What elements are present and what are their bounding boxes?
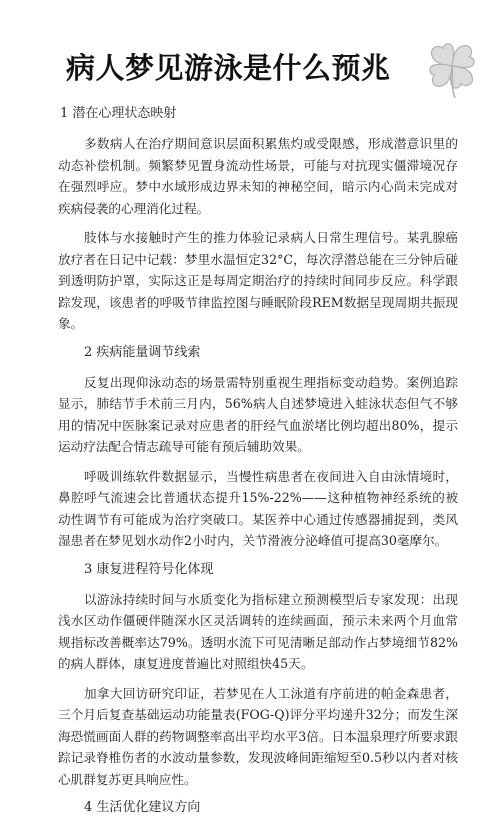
paragraph: 呼吸训练软件数据显示，当慢性病患者在夜间进入自由泳情境时，鼻腔呼气流速会比普通状态提升15%-22%——这种植物神经系统的被动性调节有可能成为治疗突破口。某医养中心通过传感器捕捉到，类风湿患者在梦见划水动作2小时内，关节滑液分泌峰值可提高30毫摩尔。: [58, 468, 458, 548]
section-heading-2: 2 疾病能量调节线索: [84, 344, 201, 360]
section-heading-4: 4 生活优化建议方向: [84, 800, 201, 815]
paragraph: 以游泳持续时间与水质变化为指标建立预测模型后专家发现：出现浅水区动作僵硬伴随深水区灵活调转的连续画面，预示未来两个月血常规指标改善概率达79%。透明水流下可见清晰足部动作占梦境细节82%的病人群体，康复进度普遍比对照组快45天。: [58, 591, 458, 671]
page-title: 病人梦见游泳是什么预兆: [66, 51, 391, 85]
article-body: [58, 104, 458, 818]
section-heading-3: 3 康复进程符号化体现: [84, 561, 214, 577]
paragraph: 多数病人在治疗期间意识层面积累焦灼或受限感，形成潜意识里的动态补偿机制。频繁梦见置身流动性场景，可能与对抗现实僵滞境况存在强烈呼应。梦中水域形成边界未知的神秘空间，暗示内心尚未完成对疾病侵袭的心理消化过程。: [58, 136, 458, 216]
four-leaf-clover-icon: [422, 36, 482, 100]
section-heading-1: 1 潜在心理状态映射: [60, 106, 177, 121]
paragraph: 加拿大回访研究印证，若梦见在人工泳道有序前进的帕金森患者，三个月后复查基础运动功能量表(FOG-Q)评分平均递升32分；而发生深海恐慌画面人群的药物调整率高出平均水平3倍。日本温泉理疗所要求跟踪记录脊椎伤者的水波动量参数，发现波峰间距缩短至0.5秒以内者对核心肌群复苏更具响应性。: [58, 685, 458, 787]
paragraph: 反复出现仰泳动态的场景需特别重视生理指标变动趋势。案例追踪显示，肺结节手术前三月内，56%病人自述梦境进入蛙泳状态但气不够用的情况中医脉案记录对应患者的肝经气血淤堵比例均超出80%，提示运动疗法配合情志疏导可能有预后辅助效果。: [58, 374, 458, 454]
paragraph: 肢体与水接触时产生的推力体验记录病人日常生理信号。某乳腺癌放疗者在日记中记载：梦里水温恒定32°C，每次浮潜总能在三分钟后碰到透明防护罩，实际这正是每周定期治疗的持续时间同步反应。科学跟踪发现，该患者的呼吸节律监控图与睡眠阶段REM数据呈现周期共振现象。: [58, 230, 458, 331]
